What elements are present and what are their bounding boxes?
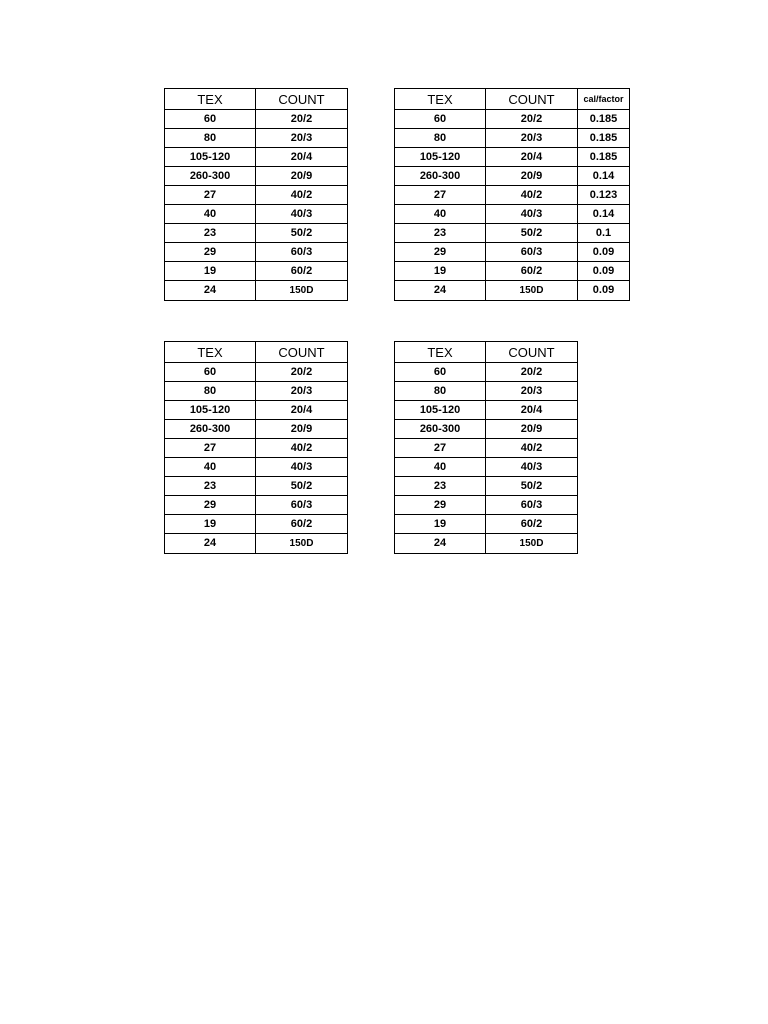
tex-count-table-1 <box>164 88 348 301</box>
table-row <box>165 262 348 281</box>
table-row <box>395 515 578 534</box>
factor-cell: 0.1 <box>578 224 630 243</box>
tex-cell: 105-120 <box>395 148 486 167</box>
tex-cell: 80 <box>165 129 256 148</box>
count-cell: 60/3 <box>486 496 578 515</box>
tex-cell: 27 <box>395 439 486 458</box>
tex-cell: 60 <box>165 363 256 382</box>
table-row <box>165 205 348 224</box>
table-row <box>165 382 348 401</box>
tex-count-table-3 <box>394 341 578 554</box>
table-row <box>395 262 630 281</box>
count-cell: 40/2 <box>256 186 348 205</box>
count-cell: 40/2 <box>486 186 578 205</box>
table-row <box>395 496 578 515</box>
tex-cell: 24 <box>165 281 256 301</box>
count-cell: 20/9 <box>486 167 578 186</box>
factor-cell: 0.09 <box>578 281 630 301</box>
tex-cell: 27 <box>165 186 256 205</box>
table-row <box>395 110 630 129</box>
table-row <box>165 224 348 243</box>
count-cell: 40/2 <box>486 439 578 458</box>
count-cell: 20/3 <box>486 129 578 148</box>
count-cell: 40/3 <box>256 458 348 477</box>
factor-cell: 0.09 <box>578 243 630 262</box>
table-row <box>395 129 630 148</box>
table-row <box>395 224 630 243</box>
count-cell: 20/3 <box>256 382 348 401</box>
header-row <box>165 342 348 363</box>
column-header-tex: TEX <box>165 89 256 110</box>
tex-cell: 80 <box>165 382 256 401</box>
count-cell: 60/2 <box>256 262 348 281</box>
table-row <box>165 243 348 262</box>
tex-cell: 27 <box>395 186 486 205</box>
tex-cell: 23 <box>395 224 486 243</box>
count-cell: 150D <box>256 281 348 301</box>
count-cell: 20/3 <box>486 382 578 401</box>
tex-cell: 19 <box>165 515 256 534</box>
tex-cell: 29 <box>395 243 486 262</box>
count-cell: 40/2 <box>256 439 348 458</box>
count-cell: 60/2 <box>486 515 578 534</box>
table-row <box>395 534 578 554</box>
table-row <box>165 496 348 515</box>
table-row <box>395 205 630 224</box>
column-header-tex: TEX <box>165 342 256 363</box>
column-header-count: COUNT <box>486 342 578 363</box>
table-row <box>165 281 348 301</box>
count-cell: 60/3 <box>256 243 348 262</box>
count-cell: 20/4 <box>256 148 348 167</box>
count-cell: 20/2 <box>256 110 348 129</box>
tex-count-factor-table <box>394 88 630 301</box>
tex-cell: 80 <box>395 129 486 148</box>
tex-cell: 60 <box>395 110 486 129</box>
count-cell: 20/2 <box>256 363 348 382</box>
count-cell: 150D <box>486 534 578 554</box>
count-cell: 20/9 <box>486 420 578 439</box>
table-row <box>165 186 348 205</box>
tex-cell: 23 <box>165 224 256 243</box>
table-row <box>395 439 578 458</box>
count-cell: 20/3 <box>256 129 348 148</box>
tex-cell: 19 <box>395 515 486 534</box>
tex-cell: 29 <box>165 243 256 262</box>
table-row <box>395 148 630 167</box>
count-cell: 20/2 <box>486 363 578 382</box>
column-header-count: COUNT <box>256 342 348 363</box>
table-row <box>395 477 578 496</box>
tex-cell: 24 <box>165 534 256 554</box>
table-row <box>165 401 348 420</box>
table-row <box>395 167 630 186</box>
table-row <box>165 439 348 458</box>
factor-cell: 0.185 <box>578 129 630 148</box>
count-cell: 150D <box>256 534 348 554</box>
table-row <box>165 363 348 382</box>
count-cell: 20/9 <box>256 420 348 439</box>
tex-cell: 40 <box>395 205 486 224</box>
count-cell: 20/4 <box>256 401 348 420</box>
column-header-factor: cal/factor <box>578 89 630 110</box>
table-row <box>165 167 348 186</box>
count-cell: 150D <box>486 281 578 301</box>
count-cell: 20/4 <box>486 148 578 167</box>
table-row <box>165 515 348 534</box>
factor-cell: 0.14 <box>578 167 630 186</box>
table-row <box>395 420 578 439</box>
tex-cell: 24 <box>395 534 486 554</box>
table-row <box>395 382 578 401</box>
tex-count-table-2 <box>164 341 348 554</box>
count-cell: 60/2 <box>256 515 348 534</box>
tex-cell: 260-300 <box>395 167 486 186</box>
tex-cell: 29 <box>165 496 256 515</box>
count-cell: 60/2 <box>486 262 578 281</box>
tex-cell: 60 <box>165 110 256 129</box>
header-row <box>395 342 578 363</box>
header-row <box>165 89 348 110</box>
count-cell: 50/2 <box>256 224 348 243</box>
column-header-tex: TEX <box>395 342 486 363</box>
count-cell: 20/2 <box>486 110 578 129</box>
factor-cell: 0.185 <box>578 148 630 167</box>
table-row <box>395 281 630 301</box>
tex-cell: 19 <box>395 262 486 281</box>
table-row <box>165 534 348 554</box>
tex-cell: 105-120 <box>165 401 256 420</box>
tex-cell: 260-300 <box>165 167 256 186</box>
tex-cell: 260-300 <box>395 420 486 439</box>
table-row <box>395 186 630 205</box>
tex-cell: 105-120 <box>165 148 256 167</box>
column-header-count: COUNT <box>256 89 348 110</box>
count-cell: 20/9 <box>256 167 348 186</box>
tex-cell: 80 <box>395 382 486 401</box>
tex-cell: 40 <box>165 458 256 477</box>
table-row <box>165 110 348 129</box>
count-cell: 60/3 <box>486 243 578 262</box>
tex-cell: 40 <box>165 205 256 224</box>
table-row <box>395 401 578 420</box>
table-row <box>165 129 348 148</box>
tex-cell: 24 <box>395 281 486 301</box>
column-header-count: COUNT <box>486 89 578 110</box>
count-cell: 50/2 <box>256 477 348 496</box>
count-cell: 50/2 <box>486 477 578 496</box>
table-row <box>165 148 348 167</box>
tex-cell: 23 <box>395 477 486 496</box>
tex-cell: 260-300 <box>165 420 256 439</box>
tex-cell: 19 <box>165 262 256 281</box>
count-cell: 40/3 <box>486 458 578 477</box>
table-row <box>165 458 348 477</box>
tex-cell: 29 <box>395 496 486 515</box>
table-row <box>395 363 578 382</box>
table-row <box>395 243 630 262</box>
count-cell: 40/3 <box>486 205 578 224</box>
column-header-tex: TEX <box>395 89 486 110</box>
count-cell: 20/4 <box>486 401 578 420</box>
table-row <box>165 477 348 496</box>
tex-cell: 105-120 <box>395 401 486 420</box>
factor-cell: 0.09 <box>578 262 630 281</box>
count-cell: 60/3 <box>256 496 348 515</box>
count-cell: 50/2 <box>486 224 578 243</box>
header-row <box>395 89 630 110</box>
factor-cell: 0.185 <box>578 110 630 129</box>
count-cell: 40/3 <box>256 205 348 224</box>
tex-cell: 40 <box>395 458 486 477</box>
table-row <box>395 458 578 477</box>
tex-cell: 60 <box>395 363 486 382</box>
factor-cell: 0.14 <box>578 205 630 224</box>
factor-cell: 0.123 <box>578 186 630 205</box>
table-row <box>165 420 348 439</box>
tex-cell: 27 <box>165 439 256 458</box>
tex-cell: 23 <box>165 477 256 496</box>
